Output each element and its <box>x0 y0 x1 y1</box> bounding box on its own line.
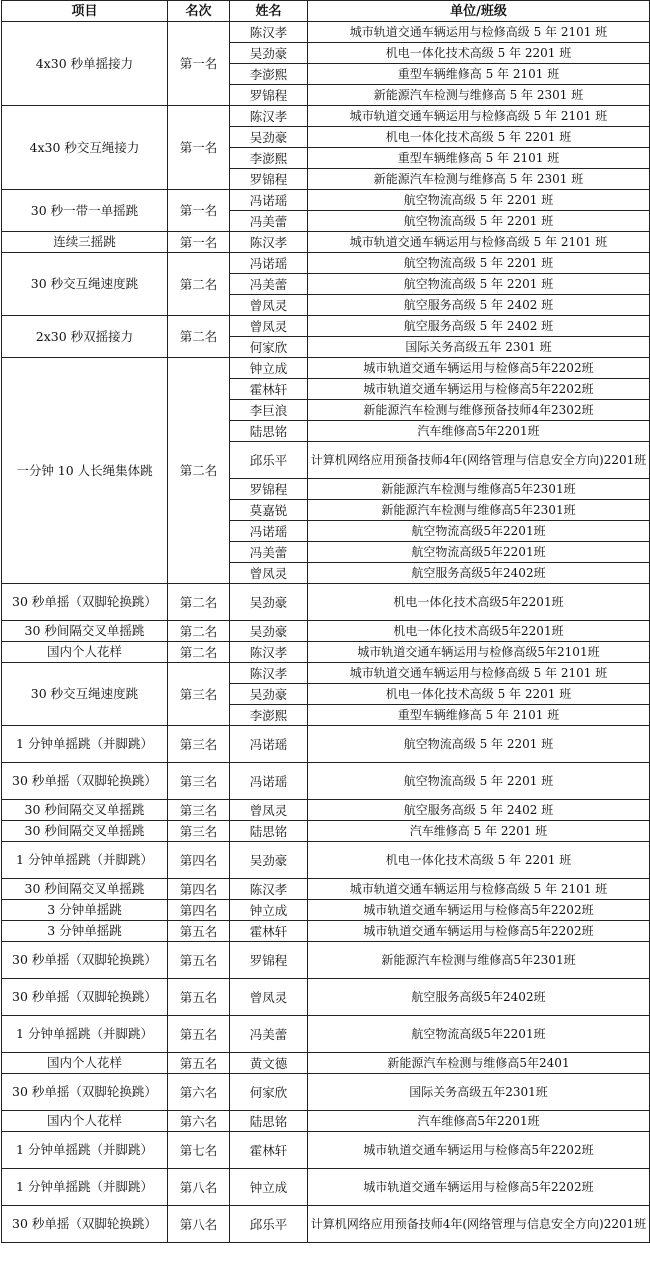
name-cell: 陈汉孝 <box>230 232 308 253</box>
table-row <box>2 726 650 763</box>
table-row <box>2 979 650 1016</box>
name-cell: 李澎熙 <box>230 148 308 169</box>
name-cell: 冯诺瑶 <box>230 521 308 542</box>
name-cell: 霍林轩 <box>230 379 308 400</box>
unit-cell: 城市轨道交通车辆运用与检修高5年2202班 <box>308 1132 650 1169</box>
unit-cell: 汽车维修高 5 年 2201 班 <box>308 821 650 842</box>
event-cell: 1 分钟单摇跳（并脚跳） <box>2 1169 168 1206</box>
unit-cell: 新能源汽车检测与维修预备技师4年2302班 <box>308 400 650 421</box>
rank-cell: 第八名 <box>168 1169 230 1206</box>
unit-cell: 新能源汽车检测与维修高5年2301班 <box>308 479 650 500</box>
unit-cell: 新能源汽车检测与维修高 5 年 2301 班 <box>308 85 650 106</box>
name-cell: 钟立成 <box>230 900 308 921</box>
table-row <box>2 190 650 211</box>
name-cell: 莫嘉锐 <box>230 500 308 521</box>
name-cell: 冯美蕾 <box>230 1016 308 1053</box>
unit-cell: 航空服务高级 5 年 2402 班 <box>308 295 650 316</box>
table-row <box>2 22 650 43</box>
name-cell: 曾凤灵 <box>230 800 308 821</box>
name-cell: 罗锦程 <box>230 85 308 106</box>
unit-cell: 航空物流高级 5 年 2201 班 <box>308 253 650 274</box>
rank-cell: 第五名 <box>168 1016 230 1053</box>
name-cell: 冯美蕾 <box>230 274 308 295</box>
rank-cell: 第五名 <box>168 921 230 942</box>
event-cell: 30 秒单摇（双脚轮换跳） <box>2 1074 168 1111</box>
unit-cell: 汽车维修高5年2201班 <box>308 421 650 442</box>
event-cell: 1 分钟单摇跳（并脚跳） <box>2 726 168 763</box>
event-cell: 30 秒交互绳速度跳 <box>2 253 168 316</box>
unit-cell: 国际关务高级五年2301班 <box>308 1074 650 1111</box>
name-cell: 曾凤灵 <box>230 563 308 584</box>
unit-cell: 航空物流高级5年2201班 <box>308 521 650 542</box>
header-event: 项目 <box>2 1 168 22</box>
name-cell: 陆思铭 <box>230 421 308 442</box>
name-cell: 霍林轩 <box>230 1132 308 1169</box>
table-row <box>2 1016 650 1053</box>
rank-cell: 第五名 <box>168 942 230 979</box>
table-row <box>2 253 650 274</box>
name-cell: 陈汉孝 <box>230 663 308 684</box>
unit-cell: 计算机网络应用预备技师4年(网络管理与信息安全方向)2201班 <box>308 442 650 479</box>
unit-cell: 航空物流高级 5 年 2201 班 <box>308 726 650 763</box>
unit-cell: 机电一体化技术高级5年2201班 <box>308 584 650 621</box>
table-row <box>2 900 650 921</box>
rank-cell: 第八名 <box>168 1206 230 1243</box>
unit-cell: 重型车辆维修高 5 年 2101 班 <box>308 64 650 85</box>
name-cell: 吴劲豪 <box>230 43 308 64</box>
event-cell: 30 秒间隔交叉单摇跳 <box>2 621 168 642</box>
name-cell: 李澎熙 <box>230 64 308 85</box>
event-cell: 1 分钟单摇跳（并脚跳） <box>2 1016 168 1053</box>
rank-cell: 第二名 <box>168 584 230 621</box>
unit-cell: 航空服务高级 5 年 2402 班 <box>308 800 650 821</box>
event-cell: 2x30 秒双摇接力 <box>2 316 168 358</box>
rank-cell: 第五名 <box>168 1053 230 1074</box>
event-cell: 30 秒间隔交叉单摇跳 <box>2 800 168 821</box>
event-cell: 30 秒单摇（双脚轮换跳） <box>2 1206 168 1243</box>
unit-cell: 航空服务高级5年2402班 <box>308 563 650 584</box>
unit-cell: 新能源汽车检测与维修高5年2401 <box>308 1053 650 1074</box>
results-body <box>2 22 650 1243</box>
unit-cell: 城市轨道交通车辆运用与检修高级 5 年 2101 班 <box>308 232 650 253</box>
table-row <box>2 1053 650 1074</box>
name-cell: 吴劲豪 <box>230 621 308 642</box>
name-cell: 李巨浪 <box>230 400 308 421</box>
table-row <box>2 358 650 379</box>
event-cell: 3 分钟单摇跳 <box>2 921 168 942</box>
unit-cell: 机电一体化技术高级 5 年 2201 班 <box>308 127 650 148</box>
table-row <box>2 763 650 800</box>
unit-cell: 机电一体化技术高级 5 年 2201 班 <box>308 684 650 705</box>
event-cell: 30 秒单摇（双脚轮换跳） <box>2 979 168 1016</box>
table-row <box>2 800 650 821</box>
event-cell: 30 秒间隔交叉单摇跳 <box>2 821 168 842</box>
rank-cell: 第三名 <box>168 663 230 726</box>
name-cell: 冯美蕾 <box>230 542 308 563</box>
event-cell: 30 秒间隔交叉单摇跳 <box>2 879 168 900</box>
rank-cell: 第七名 <box>168 1132 230 1169</box>
name-cell: 陆思铭 <box>230 821 308 842</box>
event-cell: 30 秒一带一单摇跳 <box>2 190 168 232</box>
name-cell: 吴劲豪 <box>230 684 308 705</box>
rank-cell: 第三名 <box>168 821 230 842</box>
rank-cell: 第一名 <box>168 232 230 253</box>
table-row <box>2 232 650 253</box>
rank-cell: 第五名 <box>168 979 230 1016</box>
event-cell: 国内个人花样 <box>2 1111 168 1132</box>
table-row <box>2 642 650 663</box>
name-cell: 钟立成 <box>230 1169 308 1206</box>
rank-cell: 第二名 <box>168 316 230 358</box>
unit-cell: 计算机网络应用预备技师4年(网络管理与信息安全方向)2201班 <box>308 1206 650 1243</box>
name-cell: 罗锦程 <box>230 169 308 190</box>
unit-cell: 重型车辆维修高 5 年 2101 班 <box>308 705 650 726</box>
unit-cell: 航空物流高级 5 年 2201 班 <box>308 274 650 295</box>
name-cell: 吴劲豪 <box>230 584 308 621</box>
unit-cell: 航空物流高级 5 年 2201 班 <box>308 190 650 211</box>
name-cell: 邱乐平 <box>230 442 308 479</box>
unit-cell: 城市轨道交通车辆运用与检修高5年2202班 <box>308 1169 650 1206</box>
name-cell: 冯诺瑶 <box>230 190 308 211</box>
name-cell: 钟立成 <box>230 358 308 379</box>
name-cell: 曾凤灵 <box>230 295 308 316</box>
rank-cell: 第一名 <box>168 106 230 190</box>
rank-cell: 第三名 <box>168 763 230 800</box>
rank-cell: 第六名 <box>168 1111 230 1132</box>
rank-cell: 第三名 <box>168 726 230 763</box>
rank-cell: 第一名 <box>168 190 230 232</box>
table-row <box>2 584 650 621</box>
rank-cell: 第六名 <box>168 1074 230 1111</box>
name-cell: 陈汉孝 <box>230 106 308 127</box>
unit-cell: 航空服务高级5年2402班 <box>308 979 650 1016</box>
name-cell: 邱乐平 <box>230 1206 308 1243</box>
unit-cell: 城市轨道交通车辆运用与检修高5年2202班 <box>308 358 650 379</box>
name-cell: 吴劲豪 <box>230 842 308 879</box>
name-cell: 何家欣 <box>230 337 308 358</box>
unit-cell: 城市轨道交通车辆运用与检修高5年2202班 <box>308 921 650 942</box>
header-rank: 名次 <box>168 1 230 22</box>
table-row <box>2 1169 650 1206</box>
name-cell: 李澎熙 <box>230 705 308 726</box>
name-cell: 冯诺瑶 <box>230 763 308 800</box>
name-cell: 曾凤灵 <box>230 979 308 1016</box>
event-cell: 4x30 秒单摇接力 <box>2 22 168 106</box>
event-cell: 30 秒单摇（双脚轮换跳） <box>2 584 168 621</box>
event-cell: 连续三摇跳 <box>2 232 168 253</box>
unit-cell: 机电一体化技术高级 5 年 2201 班 <box>308 842 650 879</box>
unit-cell: 新能源汽车检测与维修高5年2301班 <box>308 500 650 521</box>
table-row <box>2 879 650 900</box>
table-row <box>2 316 650 337</box>
unit-cell: 新能源汽车检测与维修高5年2301班 <box>308 942 650 979</box>
name-cell: 曾凤灵 <box>230 316 308 337</box>
rank-cell: 第一名 <box>168 22 230 106</box>
event-cell: 国内个人花样 <box>2 642 168 663</box>
table-row <box>2 821 650 842</box>
name-cell: 罗锦程 <box>230 479 308 500</box>
unit-cell: 城市轨道交通车辆运用与检修高级 5 年 2101 班 <box>308 879 650 900</box>
unit-cell: 机电一体化技术高级 5 年 2201 班 <box>308 43 650 64</box>
table-row <box>2 1206 650 1243</box>
results-table <box>1 0 650 1243</box>
table-row <box>2 106 650 127</box>
table-row <box>2 1074 650 1111</box>
unit-cell: 航空物流高级5年2201班 <box>308 542 650 563</box>
unit-cell: 航空物流高级 5 年 2201 班 <box>308 211 650 232</box>
unit-cell: 城市轨道交通车辆运用与检修高5年2202班 <box>308 900 650 921</box>
event-cell: 30 秒交互绳速度跳 <box>2 663 168 726</box>
rank-cell: 第四名 <box>168 900 230 921</box>
header-row <box>2 1 650 22</box>
table-row <box>2 842 650 879</box>
name-cell: 黄文德 <box>230 1053 308 1074</box>
event-cell: 4x30 秒交互绳接力 <box>2 106 168 190</box>
unit-cell: 汽车维修高5年2201班 <box>308 1111 650 1132</box>
event-cell: 国内个人花样 <box>2 1053 168 1074</box>
name-cell: 罗锦程 <box>230 942 308 979</box>
event-cell: 1 分钟单摇跳（并脚跳） <box>2 842 168 879</box>
table-row <box>2 621 650 642</box>
header-name: 姓名 <box>230 1 308 22</box>
unit-cell: 城市轨道交通车辆运用与检修高级5年2101班 <box>308 642 650 663</box>
name-cell: 吴劲豪 <box>230 127 308 148</box>
name-cell: 陈汉孝 <box>230 879 308 900</box>
table-row <box>2 1111 650 1132</box>
event-cell: 30 秒单摇（双脚轮换跳） <box>2 763 168 800</box>
name-cell: 冯诺瑶 <box>230 253 308 274</box>
name-cell: 冯美蕾 <box>230 211 308 232</box>
name-cell: 陈汉孝 <box>230 22 308 43</box>
unit-cell: 航空服务高级 5 年 2402 班 <box>308 316 650 337</box>
rank-cell: 第二名 <box>168 358 230 584</box>
table-row <box>2 942 650 979</box>
unit-cell: 重型车辆维修高 5 年 2101 班 <box>308 148 650 169</box>
rank-cell: 第四名 <box>168 842 230 879</box>
unit-cell: 城市轨道交通车辆运用与检修高级 5 年 2101 班 <box>308 22 650 43</box>
name-cell: 何家欣 <box>230 1074 308 1111</box>
name-cell: 冯诺瑶 <box>230 726 308 763</box>
unit-cell: 城市轨道交通车辆运用与检修高5年2202班 <box>308 379 650 400</box>
unit-cell: 机电一体化技术高级5年2201班 <box>308 621 650 642</box>
header-unit: 单位/班级 <box>308 1 650 22</box>
rank-cell: 第四名 <box>168 879 230 900</box>
event-cell: 1 分钟单摇跳（并脚跳） <box>2 1132 168 1169</box>
table-row <box>2 921 650 942</box>
rank-cell: 第二名 <box>168 253 230 316</box>
unit-cell: 新能源汽车检测与维修高 5 年 2301 班 <box>308 169 650 190</box>
table-row <box>2 1132 650 1169</box>
rank-cell: 第二名 <box>168 621 230 642</box>
name-cell: 陆思铭 <box>230 1111 308 1132</box>
unit-cell: 航空物流高级5年2201班 <box>308 1016 650 1053</box>
rank-cell: 第二名 <box>168 642 230 663</box>
event-cell: 一分钟 10 人长绳集体跳 <box>2 358 168 584</box>
event-cell: 30 秒单摇（双脚轮换跳） <box>2 942 168 979</box>
unit-cell: 航空物流高级 5 年 2201 班 <box>308 763 650 800</box>
unit-cell: 城市轨道交通车辆运用与检修高级 5 年 2101 班 <box>308 663 650 684</box>
table-row <box>2 663 650 684</box>
unit-cell: 城市轨道交通车辆运用与检修高级 5 年 2101 班 <box>308 106 650 127</box>
unit-cell: 国际关务高级五年 2301 班 <box>308 337 650 358</box>
event-cell: 3 分钟单摇跳 <box>2 900 168 921</box>
name-cell: 陈汉孝 <box>230 642 308 663</box>
rank-cell: 第三名 <box>168 800 230 821</box>
name-cell: 霍林轩 <box>230 921 308 942</box>
